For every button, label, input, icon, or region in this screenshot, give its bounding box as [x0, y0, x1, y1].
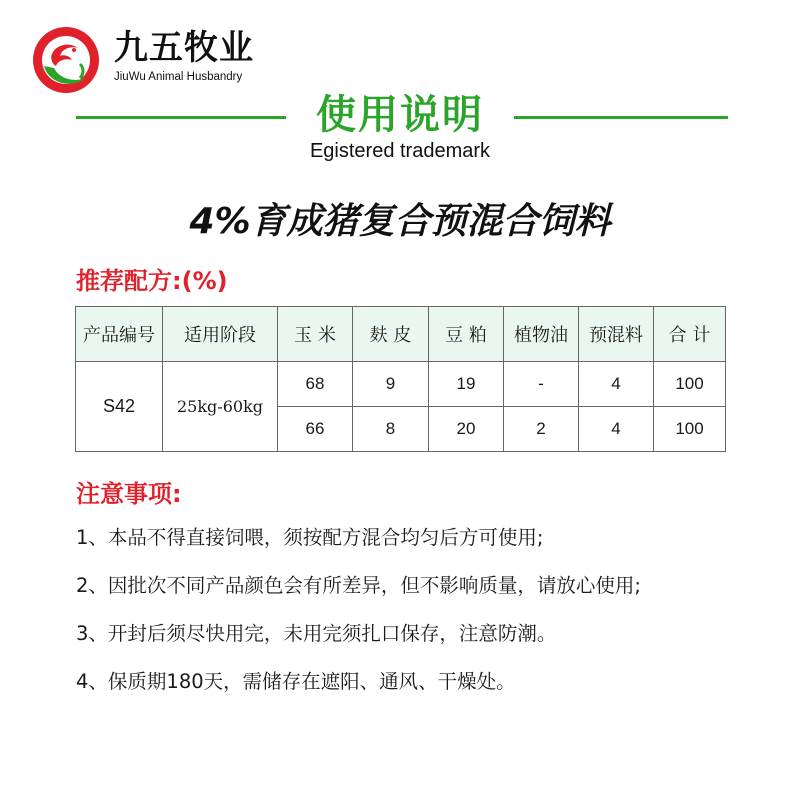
column-header: 麸 皮 — [353, 307, 429, 362]
list-item: 1、本品不得直接饲喂，须按配方混合均匀后方可使用; — [76, 526, 544, 549]
column-header: 玉 米 — [278, 307, 353, 362]
table-row — [76, 362, 726, 407]
table-cell: 20 — [429, 407, 504, 452]
table-cell: 9 — [353, 362, 429, 407]
column-header: 植物油 — [504, 307, 579, 362]
list-item: 4、保质期180天，需储存在遮阳、通风、干燥处。 — [76, 670, 516, 693]
brand-name-english: JiuWu Animal Husbandry — [114, 71, 243, 83]
brand-logo — [30, 24, 102, 96]
table-cell: 100 — [654, 362, 726, 407]
table-cell: 100 — [654, 407, 726, 452]
page-subtitle: Egistered trademark — [309, 140, 491, 162]
formula-heading: 推荐配方:(%) — [76, 267, 228, 295]
table-cell: 4 — [579, 362, 654, 407]
notes-list — [76, 514, 641, 706]
page-title: 使用说明 — [316, 92, 484, 138]
product-name: 4%育成猪复合预混合饲料 — [189, 201, 611, 242]
notes-heading: 注意事项: — [76, 480, 182, 508]
column-header: 豆 粕 — [429, 307, 504, 362]
column-header: 产品编号 — [76, 307, 163, 362]
table-header-row — [76, 307, 726, 362]
table-cell: 8 — [353, 407, 429, 452]
column-header: 预混料 — [579, 307, 654, 362]
table-cell: 4 — [579, 407, 654, 452]
table-cell: 66 — [278, 407, 353, 452]
column-header: 适用阶段 — [163, 307, 278, 362]
header-divider-right — [514, 116, 728, 119]
header-divider-left — [76, 116, 286, 119]
formula-table — [75, 306, 726, 452]
stage-cell: 25kg-60kg — [163, 362, 278, 452]
list-item: 2、因批次不同产品颜色会有所差异，但不影响质量，请放心使用; — [76, 574, 641, 597]
table-cell: 19 — [429, 362, 504, 407]
column-header: 合 计 — [654, 307, 726, 362]
list-item: 3、开封后须尽快用完，未用完须扎口保存，注意防潮。 — [76, 622, 557, 645]
brand-name: 九五牧业 — [114, 28, 254, 68]
table-cell: 2 — [504, 407, 579, 452]
product-code-cell: S42 — [76, 362, 163, 452]
table-cell: - — [504, 362, 579, 407]
table-cell: 68 — [278, 362, 353, 407]
